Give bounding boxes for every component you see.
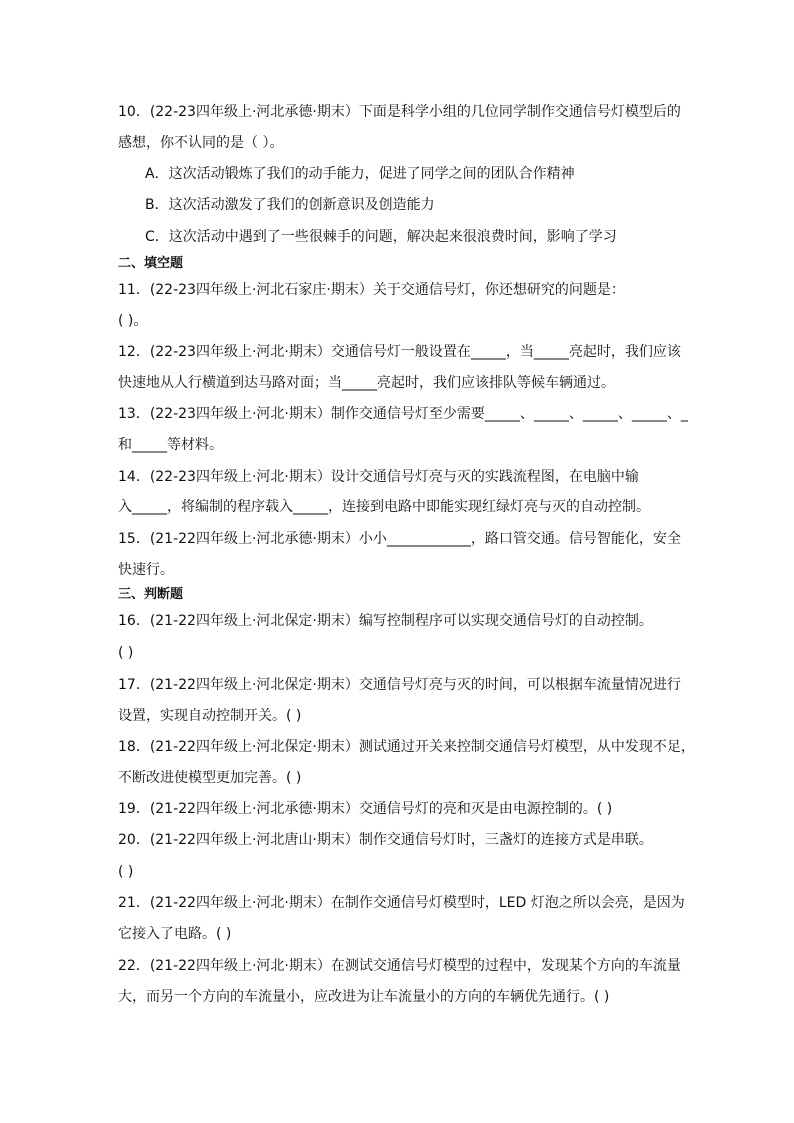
q13-line1: 13．(22-23四年级上·河北·期末）制作交通信号灯至少需要_____、_____、_____、_____、_ [118,406,688,422]
section-title-judgement: 三、判断题 [118,587,184,602]
q20-line1: 20．(21-22四年级上·河北唐山·期末）制作交通信号灯时，三盏灯的连接方式是串联。 [118,832,653,848]
q17-line2: 设置，实现自动控制开关。( ) [118,708,302,724]
q10-option-c: C．这次活动中遇到了一些很棘手的问题，解决起来很浪费时间，影响了学习 [145,229,617,245]
q21-line1: 21．(21-22四年级上·河北·期末）在制作交通信号灯模型时，LED 灯泡之所以会亮，是因为 [118,895,685,911]
q20-line2: ( ) [118,864,134,880]
q10-line2: 感想，你不认同的是（ ）。 [118,135,284,151]
q16-line1: 16．(21-22四年级上·河北保定·期末）编写控制程序可以实现交通信号灯的自动控制。 [118,613,653,629]
q13-line2: 和_____等材料。 [118,437,223,453]
q22-line2: 大，而另一个方向的车流量小，应改进为让车流量小的方向的车辆优先通行。( ) [118,989,610,1005]
q21-line2: 它接入了电路。( ) [118,926,232,942]
q19-line1: 19．(21-22四年级上·河北承德·期末）交通信号灯的亮和灭是由电源控制的。( ) [118,801,613,817]
q18-line2: 不断改进使模型更加完善。( ) [118,770,302,786]
q11-line1: 11．(22-23四年级上·河北石家庄·期末）关于交通信号灯，你还想研究的问题是： [118,282,625,298]
q14-line1: 14．(22-23四年级上·河北·期末）设计交通信号灯亮与灭的实践流程图，在电脑中输 [118,469,639,485]
section-title-fill-in: 二、填空题 [118,256,184,271]
q12-line2: 快速地从人行横道到达马路对面；当_____亮起时，我们应该排队等候车辆通过。 [118,375,615,391]
q22-line1: 22．(21-22四年级上·河北·期末）在测试交通信号灯模型的过程中，发现某个方向的车流量 [118,958,681,974]
q18-line1: 18．(21-22四年级上·河北保定·期末）测试通过开关来控制交通信号灯模型，从中发现不足， [118,739,695,755]
q10-option-b: B．这次活动激发了我们的创新意识及创造能力 [145,197,435,213]
q10-option-a: A．这次活动锻炼了我们的动手能力，促进了同学之间的团队合作精神 [145,166,575,182]
q15-line2: 快速行。 [118,562,174,578]
q11-line2: ( )。 [118,313,148,329]
q12-line1: 12．(22-23四年级上·河北·期末）交通信号灯一般设置在_____，当_____亮起时，我们应该 [118,344,681,360]
q16-line2: ( ) [118,645,134,661]
q14-line2: 入_____，将编制的程序载入_____，连接到电路中即能实现红绿灯亮与灭的自动控制。 [118,499,650,515]
q15-line1: 15．(21-22四年级上·河北承德·期末）小小____________，路口管交通。信号智能化，安全 [118,531,681,547]
q10-line1: 10．(22-23四年级上·河北承德·期末）下面是科学小组的几位同学制作交通信号灯模型后的 [118,104,681,120]
q17-line1: 17．(21-22四年级上·河北保定·期末）交通信号灯亮与灭的时间，可以根据车流量情况进行 [118,677,681,693]
